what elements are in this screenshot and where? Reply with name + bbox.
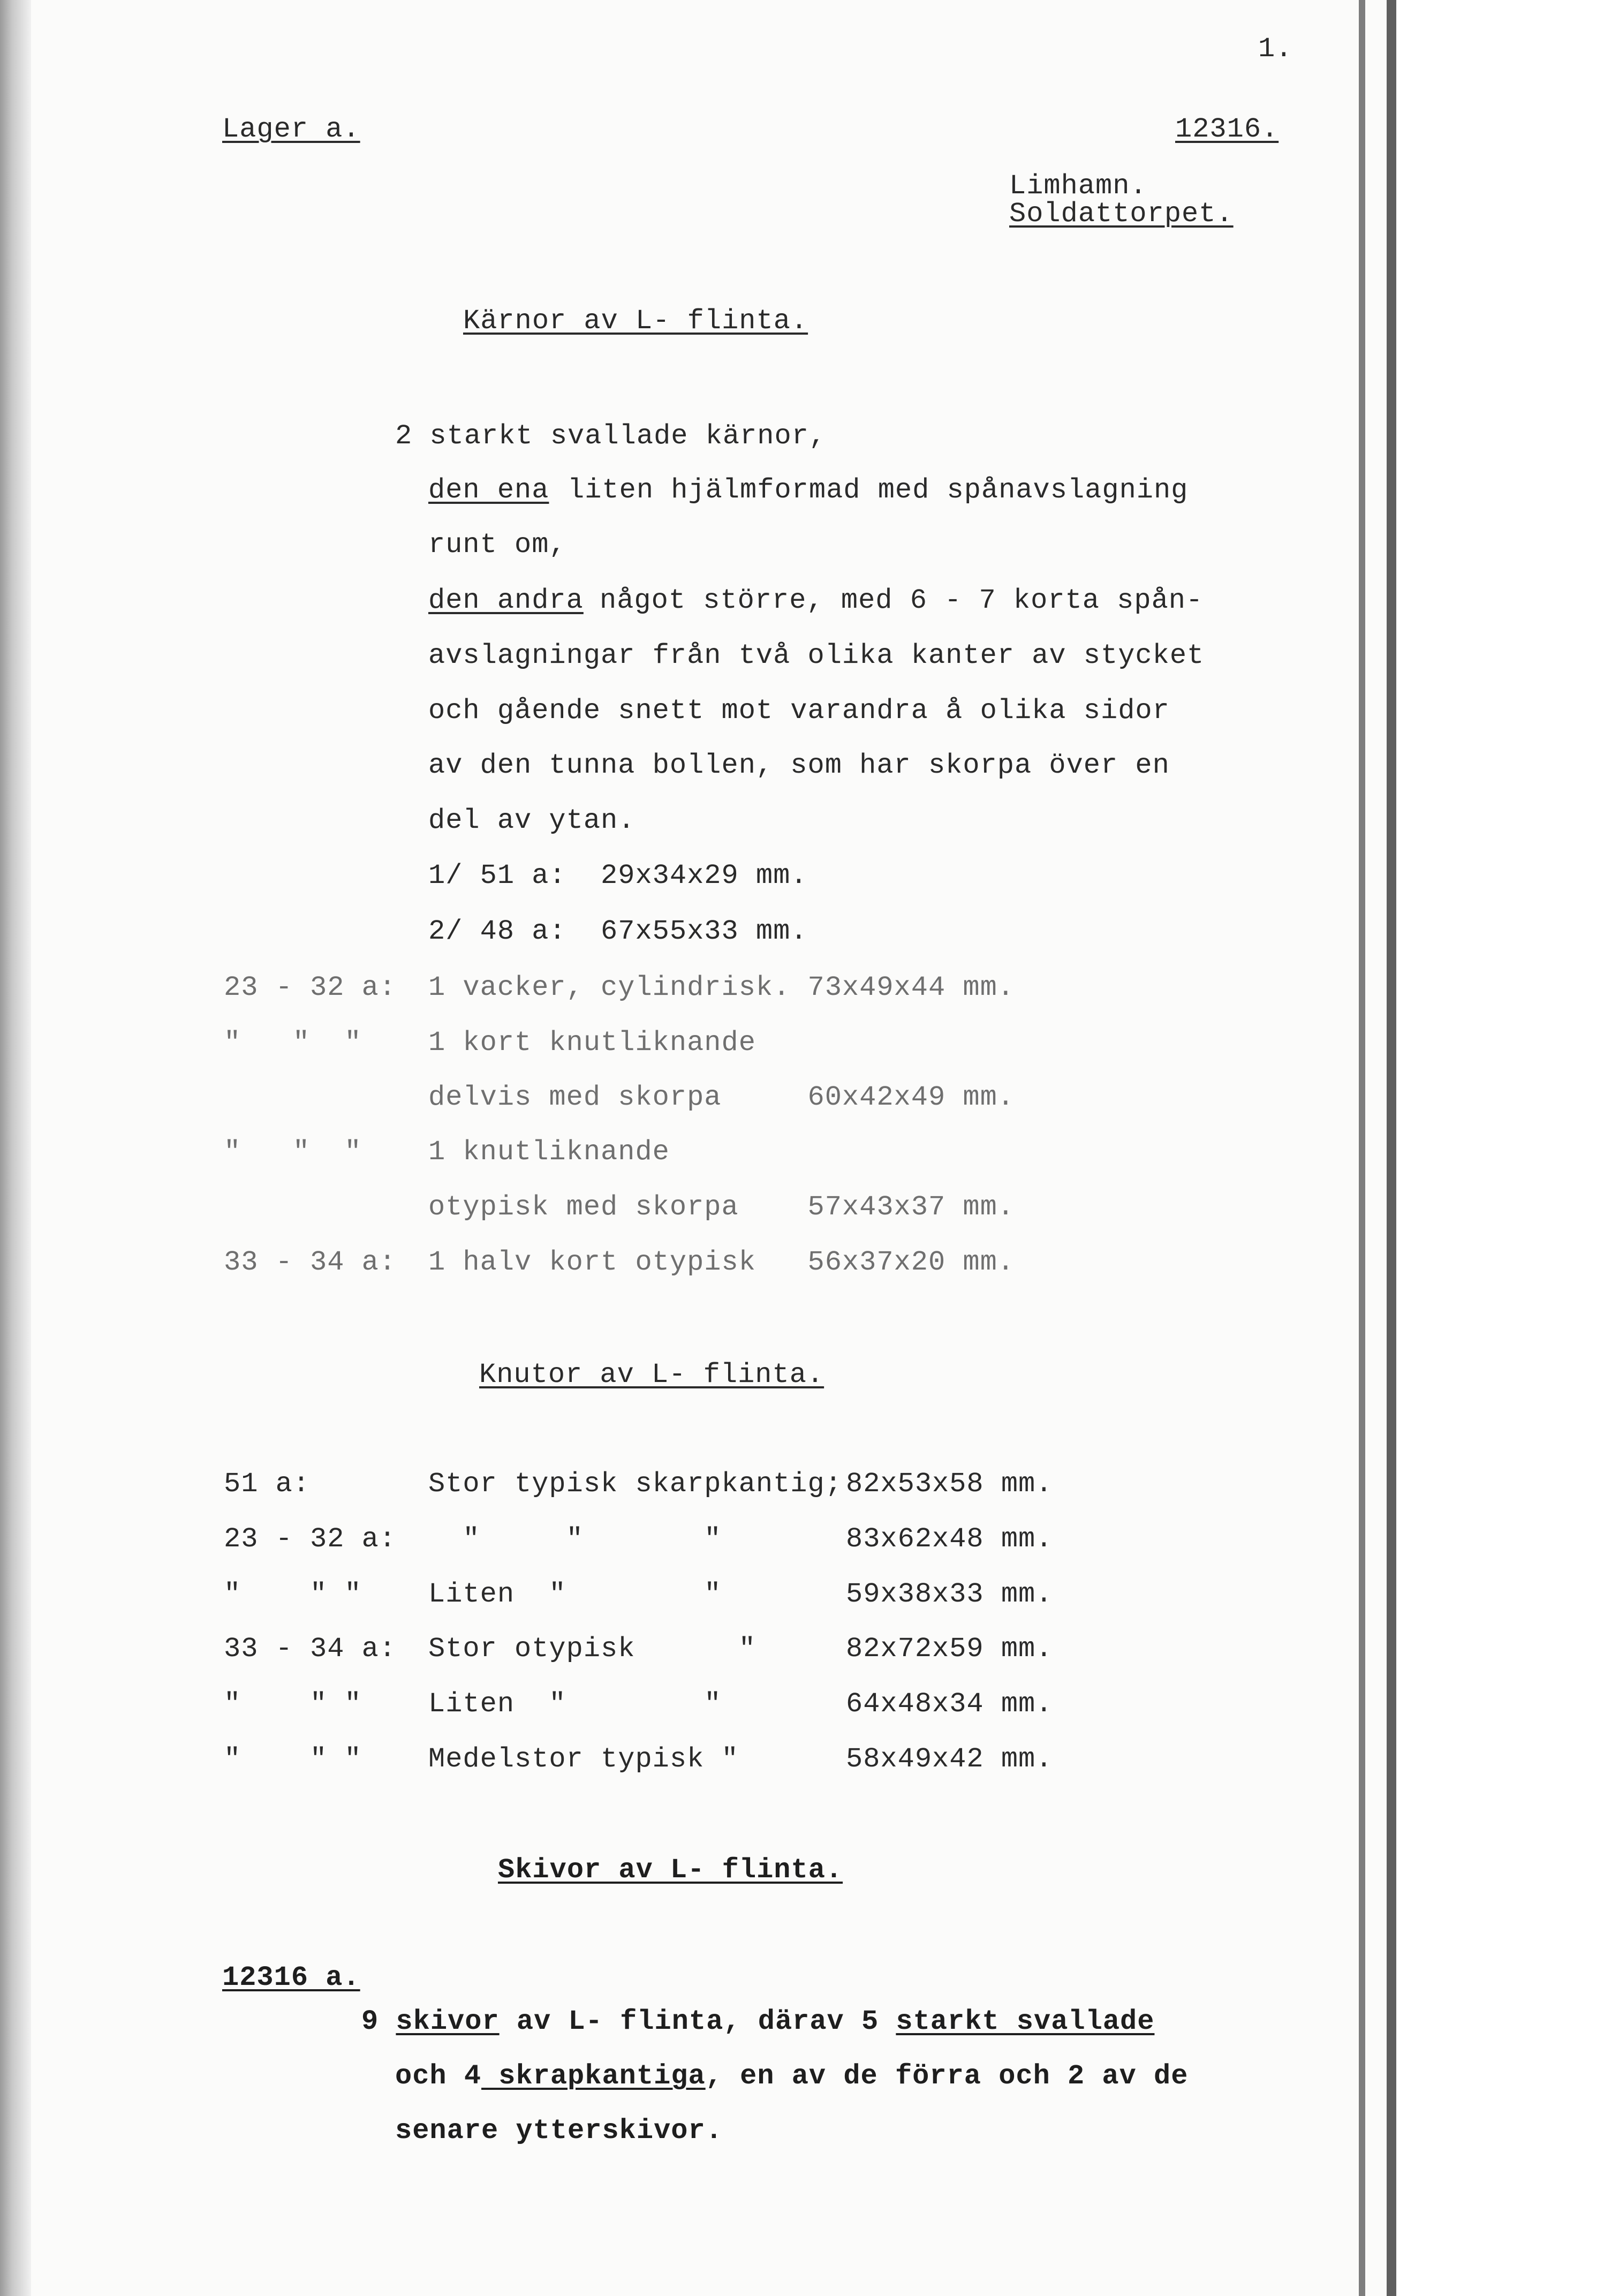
section-heading-skivor: Skivor av L- flinta. [498,1854,843,1886]
row-label: 23 - 32 a: [224,972,397,1003]
text-line: runt om, [428,529,566,561]
row-size: 64x48x34 mm. [846,1688,1053,1720]
row-text: 1 vacker, cylindrisk. 73x49x44 mm. [428,972,1015,1003]
row-label: 33 - 34 a: [224,1247,397,1278]
row-text: 1 knutliknande [428,1136,670,1168]
row-label: " " " [224,1578,362,1610]
measurement-line: 1/ 51 a: 29x34x29 mm. [428,860,808,892]
text-fragment: och 4 [395,2060,482,2092]
page-binding-edge [1387,0,1396,2296]
page-right-edge [1359,0,1365,2296]
row-size: 83x62x48 mm. [846,1523,1053,1555]
row-size: 59x38x33 mm. [846,1578,1053,1610]
text-line: 2 starkt svallade kärnor, [395,420,827,452]
page-margin-blank [1396,0,1619,2296]
row-label: 23 - 32 a: [224,1523,397,1555]
row-text: otypisk med skorpa 57x43x37 mm. [428,1191,1015,1223]
text-line: och gående snett mot varandra å olika sidor [428,695,1170,727]
text-fragment: 9 [361,2006,396,2037]
underlined-term: den ena [428,474,549,506]
catalog-subnumber: 12316 a. [222,1962,360,1993]
row-label: 33 - 34 a: [224,1633,397,1665]
catalog-number: 12316. [1175,114,1279,145]
site-name: Soldattorpet. [1009,198,1234,230]
header-lager: Lager a. [222,114,360,145]
row-text: 1 halv kort otypisk 56x37x20 mm. [428,1247,1015,1278]
page-number: 1. [1258,33,1293,65]
row-label: 51 a: [224,1468,311,1500]
paragraph-line [395,2060,1188,2093]
row-desc: Stor typisk skarpkantig; [428,1468,842,1500]
row-size: 82x53x58 mm. [846,1468,1053,1500]
row-text: delvis med skorpa 60x42x49 mm. [428,1082,1015,1113]
section-heading-knutor: Knutor av L- flinta. [479,1359,824,1391]
text-line: något större, med 6 - 7 korta spån- [600,585,1204,616]
row-size: 82x72x59 mm. [846,1633,1053,1665]
paragraph-line [361,2006,1154,2038]
text-fragment: av L- flinta, därav 5 [499,2006,896,2037]
underlined-term: skrapkantiga [481,2060,706,2092]
paragraph-line: senare ytterskivor. [395,2115,723,2147]
text-line: del av ytan. [428,805,636,836]
measurement-line: 2/ 48 a: 67x55x33 mm. [428,916,808,947]
row-size: 58x49x42 mm. [846,1743,1053,1775]
row-desc: Liten " " [428,1578,722,1610]
row-label: " " " [224,1027,362,1059]
text-line: avslagningar från två olika kanter av stycket [428,640,1205,671]
row-desc: Medelstor typisk " [428,1743,739,1775]
row-desc: Liten " " [428,1688,722,1720]
text-line: av den tunna bollen, som har skorpa över en [428,750,1170,781]
text-line: liten hjälmformad med spånavslagning [568,474,1189,506]
row-text: 1 kort knutliknande [428,1027,756,1059]
section-heading-karnor: Kärnor av L- flinta. [463,305,808,337]
row-label: " " " [224,1688,362,1720]
text-fragment: , en av de förra och 2 av de [705,2060,1189,2092]
row-label: " " " [224,1743,362,1775]
underlined-term: starkt svallade [896,2006,1155,2037]
row-label: " " " [224,1136,362,1168]
underlined-term: skivor [396,2006,500,2037]
row-desc: " " " [428,1523,722,1555]
underlined-term: den andra [428,585,584,616]
page-left-edge [0,0,31,2296]
place-name: Limhamn. [1009,170,1147,202]
row-desc: Stor otypisk " [428,1633,756,1665]
